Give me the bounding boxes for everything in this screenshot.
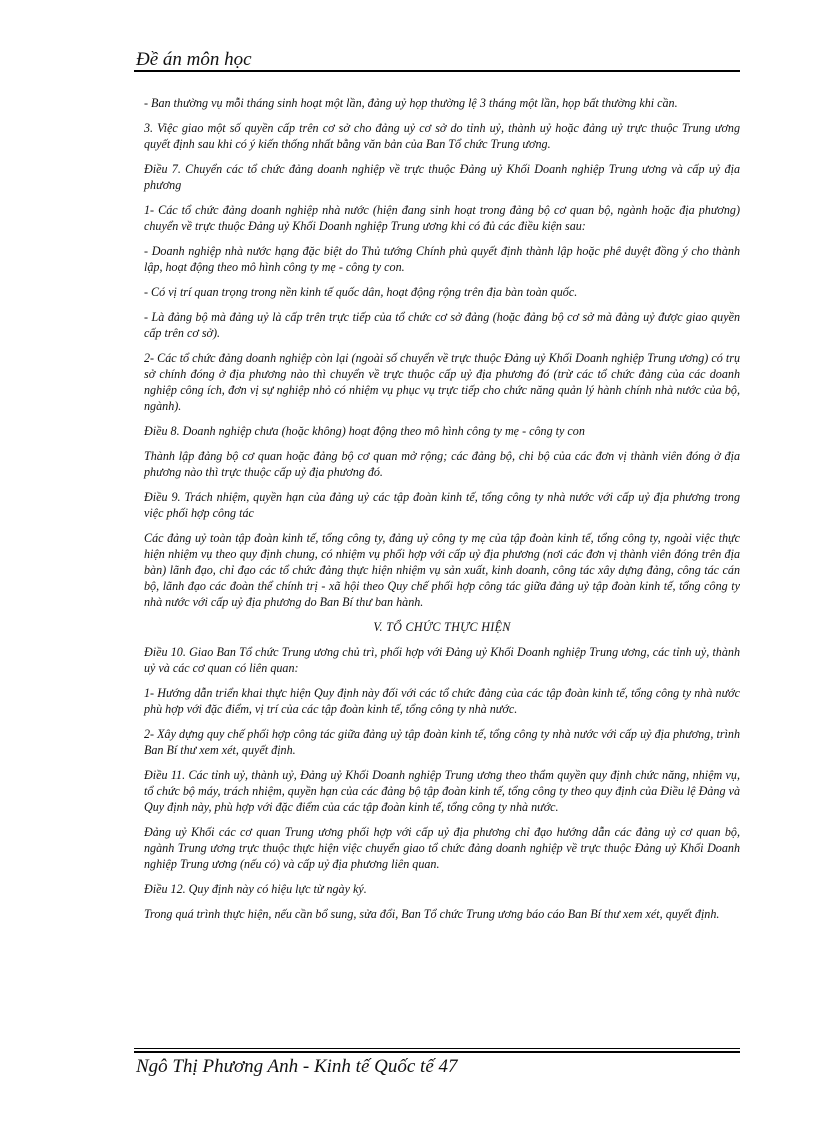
article-heading: Điều 10. Giao Ban Tổ chức Trung ương chủ trì, phối hợp với Đảng uỷ Khối Doanh nghiệp Trung ương, các tỉnh uỷ, thành uỷ và các cơ quan có liên quan: (144, 645, 740, 675)
paragraph: 1- Các tổ chức đảng doanh nghiệp nhà nước (hiện đang sinh hoạt trong đảng bộ cơ quan bộ, ngành hoặc địa phương) chuyển về trực thuộc Đảng uỷ Khối Doanh nghiệp Trung ương khi có đủ các điều kiện sau: (144, 203, 740, 233)
article-heading: Điều 7. Chuyển các tổ chức đảng doanh nghiệp về trực thuộc Đảng uỷ Khối Doanh nghiệp Trung ương và cấp uỷ địa phương (144, 162, 740, 192)
article-heading: Điều 11. Các tỉnh uỷ, thành uỷ, Đảng uỷ Khối Doanh nghiệp Trung ương theo thẩm quyền quy định chức năng, nhiệm vụ, tổ chức bộ máy, trách nhiệm, quyền hạn của các đảng bộ tập đoàn kinh tế, tổng công ty theo quy định của Điều lệ Đảng và Quy định này, phù hợp với đặc điểm của các tập đoàn kinh tế, tổng công ty nhà nước. (144, 768, 740, 814)
article-heading: Điều 12. Quy định này có hiệu lực từ ngày ký. (144, 882, 367, 896)
footer-divider (134, 1051, 740, 1053)
header-divider (134, 70, 740, 72)
paragraph: 2- Xây dựng quy chế phối hợp công tác giữa đảng uỷ tập đoàn kinh tế, tổng công ty nhà nước với cấp uỷ địa phương, trình Ban Bí thư xem xét, quyết định. (144, 727, 740, 757)
paragraph: 1- Hướng dẫn triển khai thực hiện Quy định này đối với các tổ chức đảng của các tập đoàn kinh tế, tổng công ty nhà nước phù hợp với đặc điểm, vị trí của các tập đoàn kinh tế, tổng công ty nhà nước. (144, 686, 740, 716)
page-footer-author: Ngô Thị Phương Anh - Kinh tế Quốc tế 47 (136, 1056, 458, 1077)
paragraph: - Là đảng bộ mà đảng uỷ là cấp trên trực tiếp của tổ chức cơ sở đảng (hoặc đảng bộ cơ sở mà đảng uỷ được giao quyền cấp trên cơ sở). (144, 310, 740, 340)
document-body (144, 95, 740, 931)
paragraph: Đảng uỷ Khối các cơ quan Trung ương phối hợp với cấp uỷ địa phương chỉ đạo hướng dẫn các đảng uỷ cơ quan bộ, ngành Trung ương trực thuộc thực hiện việc chuyển giao tổ chức đảng doanh nghiệp về trực thuộc Đảng uỷ Khối Doanh nghiệp Trung ương (nếu có) và cấp uỷ địa phương liên quan. (144, 825, 740, 871)
paragraph: - Doanh nghiệp nhà nước hạng đặc biệt do Thủ tướng Chính phủ quyết định thành lập hoặc phê duyệt đồng ý cho thành lập, hoạt động theo mô hình công ty mẹ - công ty con. (144, 244, 740, 274)
page-header-title: Đề án môn học (136, 49, 252, 70)
paragraph: - Có vị trí quan trọng trong nền kinh tế quốc dân, hoạt động rộng trên địa bàn toàn quốc. (144, 285, 578, 299)
paragraph: Các đảng uỷ toàn tập đoàn kinh tế, tổng công ty, đảng uỷ công ty mẹ của tập đoàn kinh tế, tổng công ty, ngoài việc thực hiện nhiệm vụ theo quy định chung, có nhiệm vụ phối hợp với cấp uỷ địa phương (nơi các đơn vị thành viên đóng trên địa bàn) lãnh đạo, chỉ đạo các tổ chức đảng thực hiện nhiệm vụ sản xuất, kinh doanh, công tác xây dựng đảng, công tác cán bộ, lãnh đạo các đoàn thể chính trị - xã hội theo Quy chế phối hợp công tác giữa đảng uỷ tập đoàn kinh tế, tổng công ty nhà nước với cấp uỷ địa phương do Ban Bí thư ban hành. (144, 531, 740, 609)
footer-divider (134, 1048, 740, 1049)
section-heading: V. TỔ CHỨC THỰC HIỆN (373, 620, 511, 634)
paragraph: Thành lập đảng bộ cơ quan hoặc đảng bộ cơ quan mở rộng; các đảng bộ, chi bộ của các đơn vị thành viên đóng ở địa phương nào thì trực thuộc cấp uỷ địa phương đó. (144, 449, 740, 479)
paragraph: - Ban thường vụ mỗi tháng sinh hoạt một lần, đảng uỷ họp thường lệ 3 tháng một lần, họp bất thường khi cần. (144, 96, 678, 110)
article-heading: Điều 9. Trách nhiệm, quyền hạn của đảng uỷ các tập đoàn kinh tế, tổng công ty nhà nước với cấp uỷ địa phương trong việc phối hợp công tác (144, 490, 740, 520)
paragraph: Trong quá trình thực hiện, nếu cần bổ sung, sửa đổi, Ban Tổ chức Trung ương báo cáo Ban Bí thư xem xét, quyết định. (144, 907, 720, 921)
paragraph: 3. Việc giao một số quyền cấp trên cơ sở cho đảng uỷ cơ sở do tỉnh uỷ, thành uỷ hoặc đảng uỷ trực thuộc Trung ương quyết định sau khi có ý kiến thống nhất bằng văn bản của Ban Tổ chức Trung ương. (144, 121, 740, 151)
paragraph: 2- Các tổ chức đảng doanh nghiệp còn lại (ngoài số chuyển về trực thuộc Đảng uỷ Khối Doanh nghiệp Trung ương) có trụ sở chính đóng ở địa phương nào thì chuyển về trực thuộc cấp uỷ địa phương đó (trừ các tổ chức đảng của các doanh nghiệp công ích, đơn vị sự nghiệp nhỏ có nhiệm vụ phục vụ trực tiếp cho chức năng quản lý hành chính nhà nước của bộ, ngành). (144, 351, 740, 413)
article-heading: Điều 8. Doanh nghiệp chưa (hoặc không) hoạt động theo mô hình công ty mẹ - công ty con (144, 424, 585, 438)
